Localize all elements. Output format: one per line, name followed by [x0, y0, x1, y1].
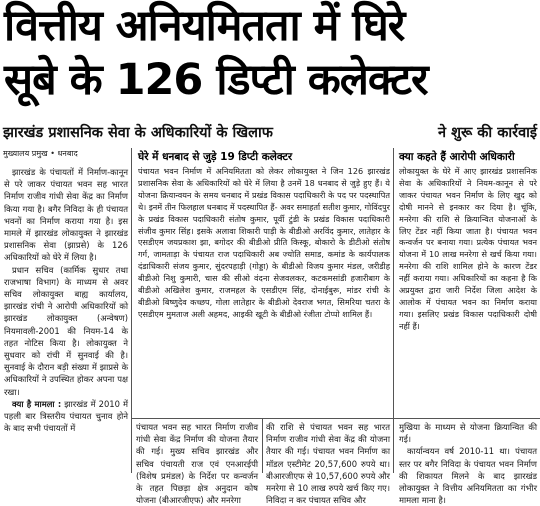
column-1 — [4, 166, 128, 473]
column-divider-2 — [393, 148, 394, 473]
side-text: लोकायुक्त के घेरे में आए झारखंड प्रशासनिक सेवा के अधिकारियों ने नियम-कानून से परे जाकर पंचायत भवन निर्माण के लिए खुद को दोषी मानने से इनकार कर दिया है। चूंकि, मनरेगा की राशि से क्रियान्वित योजनाओं के लिए टेंडर नहीं किया जाता है। पंचायत भवन कन्वर्जन पर बनाया गया। प्रत्येक पंचायत भवन योजना में 10 लाख मनरेगा से खर्च किया गया। मनरेगा की राशि शामिल होने के कारण टेंडर नहीं कराया गया। अधिकारियों का कहना है कि अप्रयुक्त द्वारा जारी निर्देश जिला आदेश के आलोक में पंचायत भवन का निर्माण कराया गया। इसलिए प्रखंड विकास पदाधिकारी दोषी नहीं हैं। — [399, 166, 537, 331]
column-1-paragraph-3 — [4, 398, 128, 435]
column-1-paragraph-2: प्रधान सचिव (कार्मिक सुधार तथा राजभाषा विभाग) के माध्यम से अवर सचिव लोकायुक्त बाह्य कार्यालय, झारखंड रांची ने आरोपी अधिकारियों को झारखंड लोकायुक्त (अन्वेषण) नियमावली-2001 की नियम-14 के तहत नोटिस किया है। लोकायुक्त ने सुधवार को रांची में सुनवाई की है। सुनवाई के दौरान बड़ी संख्या में झाप्रसे के अधिकारियों ने उपस्थित होकर अपना पक्ष रखा। — [4, 264, 128, 397]
box-title: घेरे में धनबाद से जुड़े 19 डिप्टी कलेक्टर — [138, 151, 293, 163]
side-title: क्या कहते हैं आरोपी अधिकारी — [399, 151, 515, 163]
headline-line-2: सूबे के 126 डिप्टी कलेक्टर — [4, 55, 428, 105]
section-text: झारखंड में 2010 में पहली बार त्रिस्तरीय पंचायत चुनाव होने के बाद सभी पंचायतों में — [4, 398, 128, 434]
section-heading: क्या है मामला : — [12, 398, 62, 409]
subheadline-right: ने शुरू की कार्रवाई — [438, 125, 537, 141]
subheadline — [3, 121, 537, 143]
byline: मुख्यालय प्रमुख • धनबाद — [3, 149, 78, 158]
box-bottom-rule — [131, 418, 540, 419]
bottom-column-2: की राशि से पंचायत भवन सह भारत निर्माण राजीव गांधी सेवा केंद्र की योजना तैयार की गई। पंचायत भवन निर्माण का मॉडल एस्टीमेट 20,57,600 रुपये था। बीआरजीएफ से 10,57,600 रुपये और मनरेगा से 10 लाख रुपये खर्च किए गए। निविदा न कर पंचायत सचिव और — [266, 422, 390, 506]
bottom-column-3-paragraph-1: मुखिया के माध्यम से योजना क्रियान्वित की गई। — [399, 422, 537, 445]
box-text: पंचायत भवन निर्माण में अनियमितता को लेकर लोकायुक्त ने जिन 126 झारखंड प्रशासनिक सेवा के अधिकारियों को घेरे में लिया है उनमें 18 धनबाद से जुड़े हुए हैं। ये योजना क्रियान्वयन के समय धनबाद में प्रखंड विकास पदाधिकारी के पद पर पदस्थापित थे। इनमें तीन फिलहाल धनबाद में पदस्थापित हैं- अवर समाहर्ता सतीश कुमार, गोविंदपुर के प्रखंड विकास पदाधिकारी संतोष कुमार, पूर्वी टुंडी के प्रखंड विकास पदाधिकारी संजीव कुमार सिंह। इसके अलावा शिकारी पाड़ी के बीडीओ अरविंद कुमार, लातेहार के एसडीएम जयप्रकाश झा, बगोदर की बीडीओ प्रीति किस्कू, बोकारो के डीटीओ संतोष गर्ग, जामताड़ा के पंचायत राज पदाधिकारी अब ज्योति समाड, कमांड के कार्यपालक दंडाधिकारी संजय कुमार, सुंदरपहाड़ी (गोड्डा) के बीडीओ विजय कुमार मंडल, जरीडीह बीडीओ निशु कुमारी, चास की सीओ वंदना सेजवलकर, कटकमसांडी हजारीबाग के बीडीओ अखिलेश कुमार, राजमहल के एसडीएम सिंह, दोनाईबुरू, मांडर रांची के बीडीओ बिष्णुदेव कच्छप, गोला लातेहार के बीडीओ देवराज भगत, सिमरिया चतरा के एसडीएम मुमताज अली अहमद, आइकी खूटी के बीडीओ रंजीता टोप्पो शामिल हैं। — [138, 166, 390, 319]
bottom-divider-1 — [262, 418, 263, 473]
headline-line-1: वित्तीय अनियमितता में घिरे — [4, 1, 405, 51]
subheadline-left: झारखंड प्रशासनिक सेवा के अधिकारियों के खिलाफ — [3, 125, 273, 141]
column-1-paragraph-1: झारखंड के पंचायतों में निर्माण-कानून से परे जाकर पंचायत भवन सह भारत निर्माण राजीव गांधी सेवा केंद्र का निर्माण किया गया है। बगैर निविदा के ही पंचायत भवनों का निर्माण कराया गया है। इस मामले में झारखंड लोकायुक्त ने झारखंड प्रशासनिक सेवा (झाप्रसे) के 126 अधिकारियों को घेरे में लिया है। — [4, 167, 128, 263]
bottom-column-1: पंचायत भवन सह भारत निर्माण राजीव गांधी सेवा केंद्र निर्माण की योजना तैयार की गई। मुख्य सचिव झारखंड और सचिव पंचायती राज एवं एनआरईपी (विशेष प्रमंडल) के निर्देश पर कन्वर्जन के तहत पिछड़ा क्षेत्र अनुदान कोष योजना (बीआरजीएफ) और मनरेगा — [136, 422, 258, 506]
bottom-column-3-paragraph-2: कार्यान्वयन वर्ष 2010-11 था। पंचायत स्तर पर बगैर निविदा के पंचायत भवन निर्माण की शिकायत मिलने के बाद झारखंड लोकायुक्त ने वित्तीय अनियमितता का गंभीर मामला माना है। — [399, 446, 537, 506]
column-divider-1 — [131, 148, 132, 473]
bottom-column-3 — [399, 421, 537, 506]
